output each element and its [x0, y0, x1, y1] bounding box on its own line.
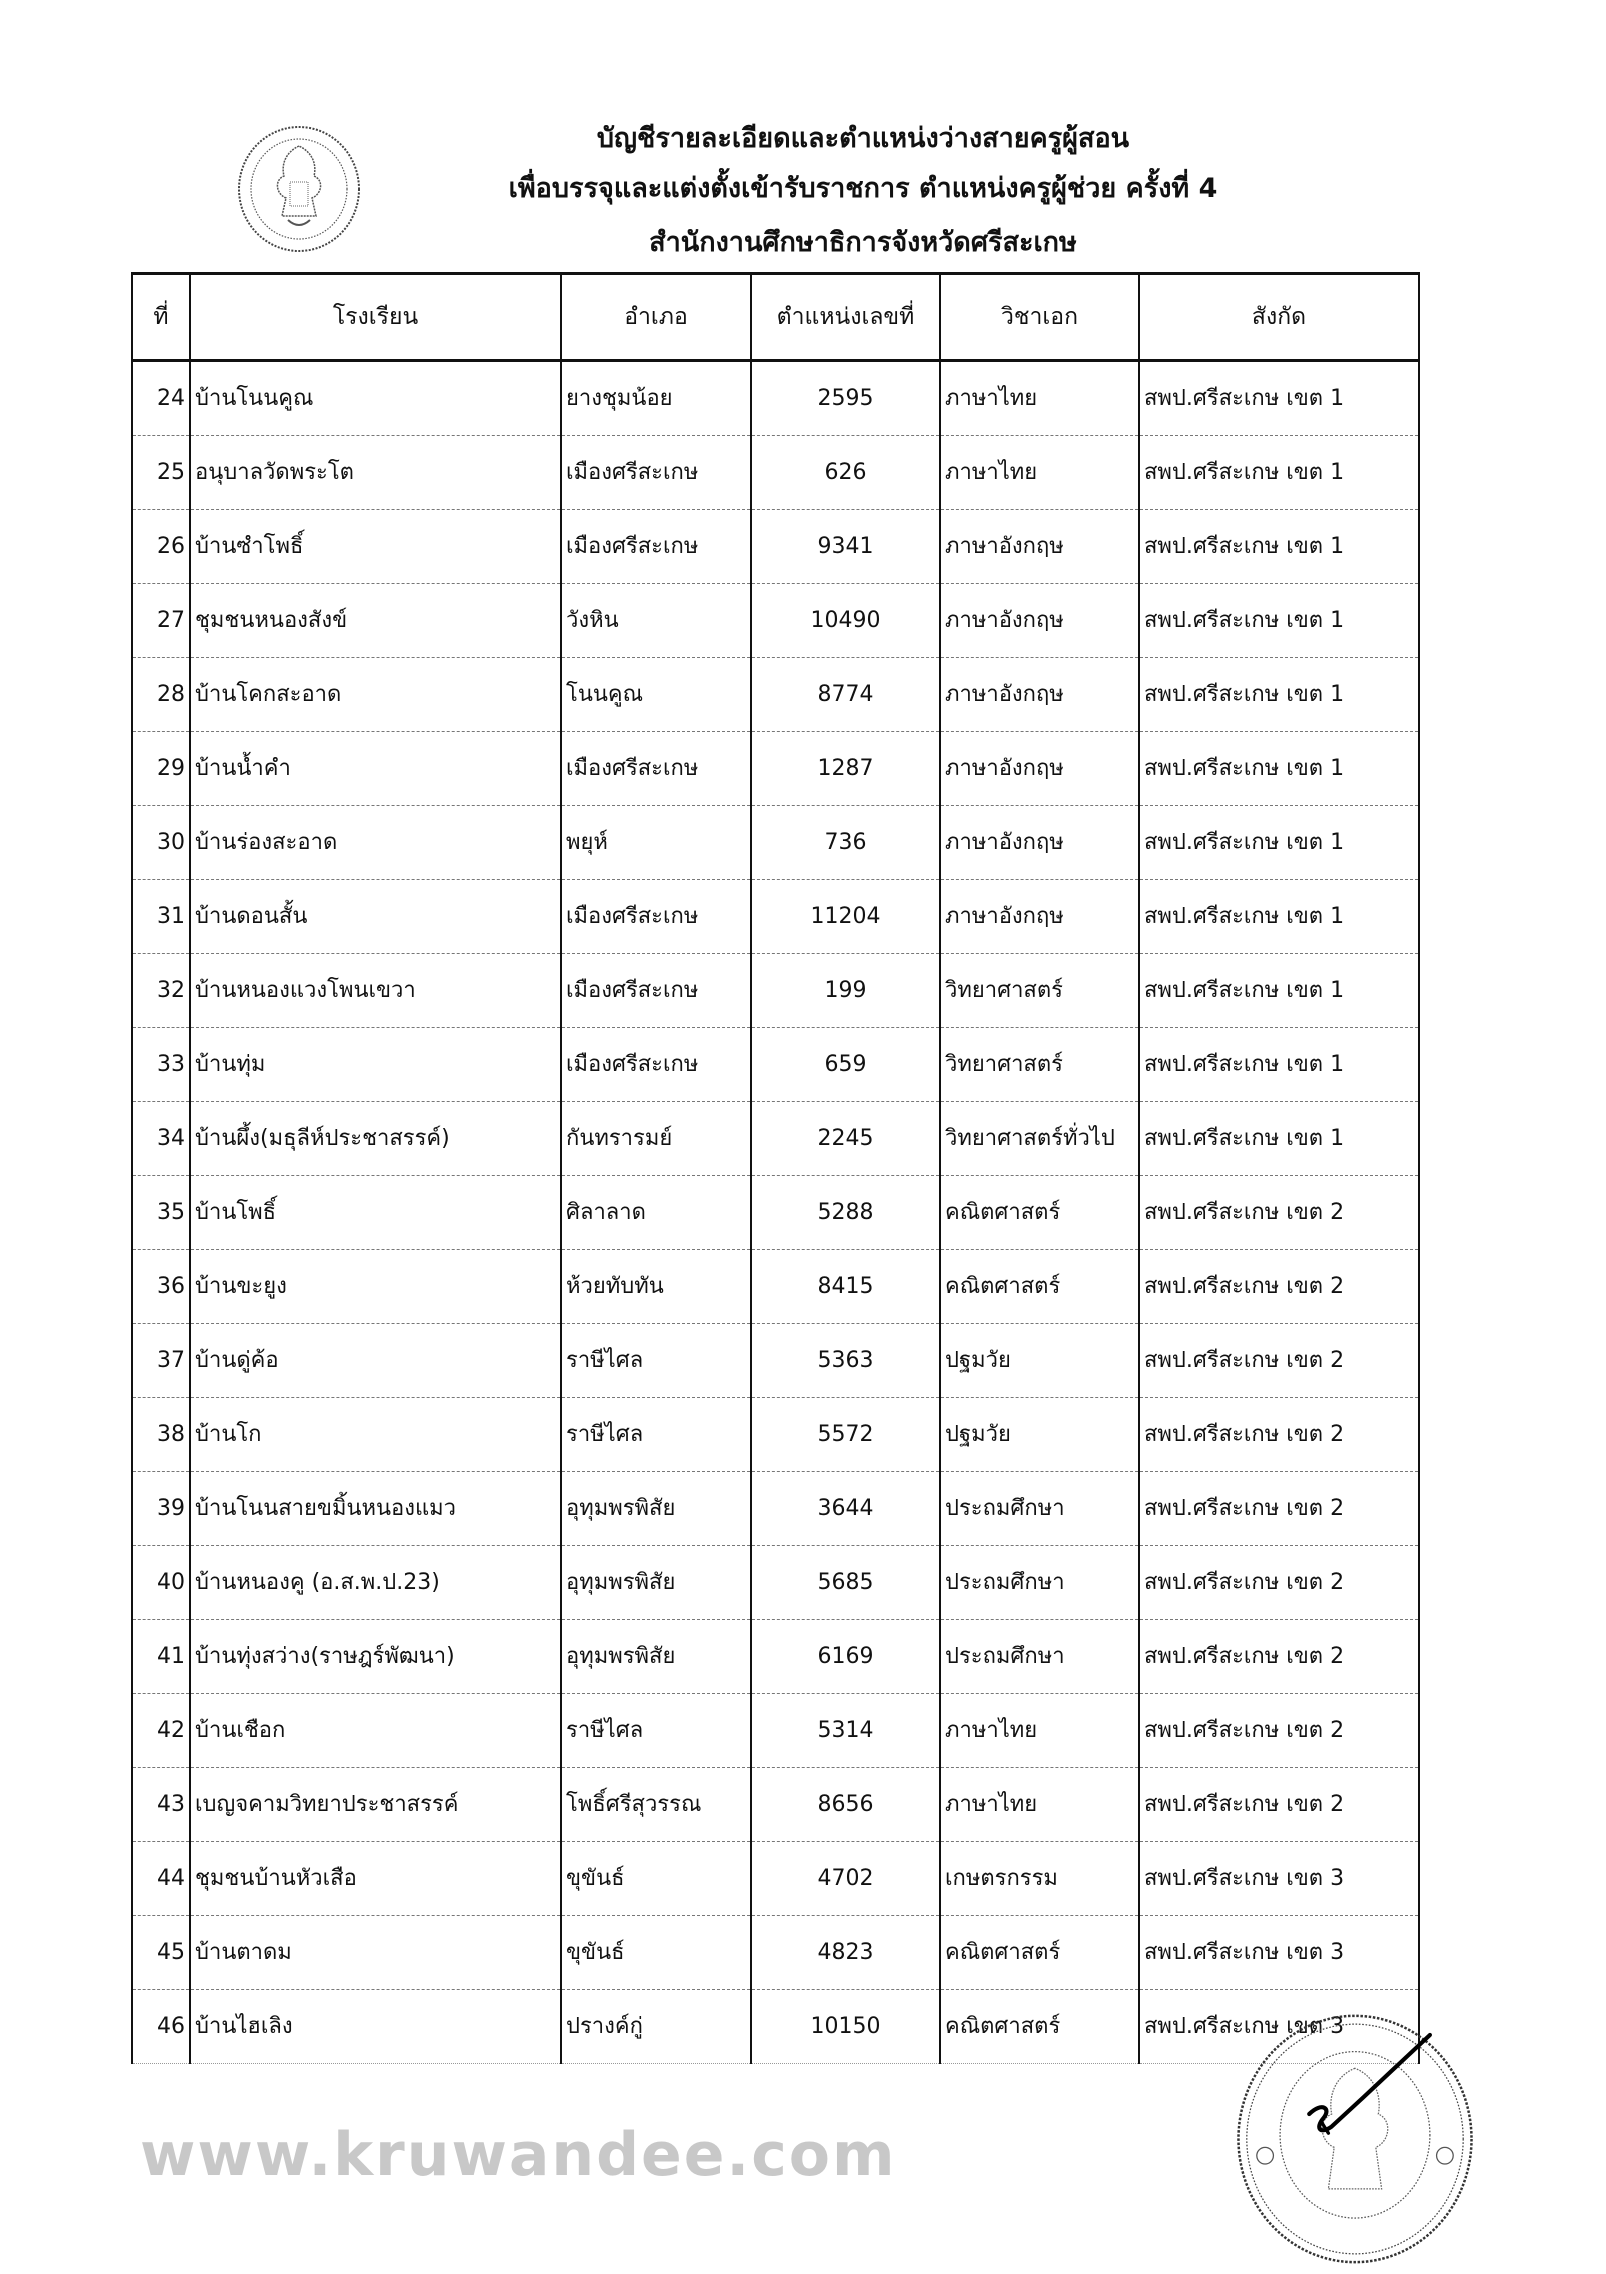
cell-district: อุทุมพรพิสัย	[561, 1546, 751, 1620]
cell-district: โพธิ์ศรีสุวรรณ	[561, 1768, 751, 1842]
official-stamp-icon	[1230, 2010, 1480, 2268]
cell-affiliation: สพป.ศรีสะเกษ เขต 2	[1139, 1472, 1419, 1546]
cell-district: กันทรารมย์	[561, 1102, 751, 1176]
table-row	[132, 1324, 1419, 1398]
cell-district: ปรางค์กู่	[561, 1990, 751, 2064]
cell-school-name: บ้านผึ้ง(มธุลีห์ประชาสรรค์)	[190, 1102, 561, 1176]
cell-district: เมืองศรีสะเกษ	[561, 510, 751, 584]
cell-school-name: บ้านเชือก	[190, 1694, 561, 1768]
cell-row-no: 41	[132, 1620, 190, 1694]
cell-row-no: 35	[132, 1176, 190, 1250]
cell-major-subject: คณิตศาสตร์	[940, 1916, 1139, 1990]
cell-major-subject: ประถมศึกษา	[940, 1546, 1139, 1620]
cell-row-no: 25	[132, 436, 190, 510]
table-row	[132, 1694, 1419, 1768]
column-header-affiliation: สังกัด	[1139, 274, 1419, 361]
cell-affiliation: สพป.ศรีสะเกษ เขต 1	[1139, 510, 1419, 584]
cell-position-number: 6169	[751, 1620, 940, 1694]
cell-affiliation: สพป.ศรีสะเกษ เขต 2	[1139, 1768, 1419, 1842]
cell-district: เมืองศรีสะเกษ	[561, 880, 751, 954]
cell-affiliation: สพป.ศรีสะเกษ เขต 2	[1139, 1324, 1419, 1398]
cell-district: ขุขันธ์	[561, 1842, 751, 1916]
cell-school-name: บ้านหนองคู (อ.ส.พ.ป.23)	[190, 1546, 561, 1620]
table-row	[132, 1102, 1419, 1176]
cell-district: ราษีไศล	[561, 1324, 751, 1398]
cell-affiliation: สพป.ศรีสะเกษ เขต 1	[1139, 806, 1419, 880]
cell-district: วังหิน	[561, 584, 751, 658]
cell-major-subject: ภาษาไทย	[940, 1694, 1139, 1768]
document-title-line1: บัญชีรายละเอียดและตำแหน่งว่างสายครูผู้สอน	[596, 123, 1130, 154]
cell-district: ห้วยทับทัน	[561, 1250, 751, 1324]
office-seal-logo-icon	[236, 124, 362, 254]
cell-position-number: 659	[751, 1028, 940, 1102]
cell-district: เมืองศรีสะเกษ	[561, 732, 751, 806]
cell-school-name: บ้านตาดม	[190, 1916, 561, 1990]
cell-affiliation: สพป.ศรีสะเกษ เขต 1	[1139, 954, 1419, 1028]
cell-school-name: บ้านโพธิ์	[190, 1176, 561, 1250]
cell-school-name: บ้านโคกสะอาด	[190, 658, 561, 732]
cell-major-subject: ปฐมวัย	[940, 1398, 1139, 1472]
cell-school-name: บ้านซำโพธิ์	[190, 510, 561, 584]
cell-row-no: 24	[132, 361, 190, 436]
cell-district: พยุห์	[561, 806, 751, 880]
cell-row-no: 42	[132, 1694, 190, 1768]
cell-major-subject: ภาษาไทย	[940, 1768, 1139, 1842]
table-row	[132, 1768, 1419, 1842]
table-row	[132, 732, 1419, 806]
cell-school-name: บ้านทุ่ม	[190, 1028, 561, 1102]
cell-major-subject: คณิตศาสตร์	[940, 1176, 1139, 1250]
vacancy-table	[131, 272, 1420, 2064]
cell-row-no: 31	[132, 880, 190, 954]
cell-row-no: 34	[132, 1102, 190, 1176]
column-header-major: วิชาเอก	[940, 274, 1139, 361]
column-header-no: ที่	[132, 274, 190, 361]
table-header-row	[132, 274, 1419, 361]
cell-district: ราษีไศล	[561, 1398, 751, 1472]
table-row	[132, 436, 1419, 510]
cell-major-subject: ภาษาอังกฤษ	[940, 732, 1139, 806]
cell-position-number: 8415	[751, 1250, 940, 1324]
cell-school-name: บ้านโนนคูณ	[190, 361, 561, 436]
cell-row-no: 27	[132, 584, 190, 658]
cell-row-no: 28	[132, 658, 190, 732]
cell-row-no: 32	[132, 954, 190, 1028]
cell-affiliation: สพป.ศรีสะเกษ เขต 1	[1139, 732, 1419, 806]
cell-affiliation: สพป.ศรีสะเกษ เขต 2	[1139, 1398, 1419, 1472]
cell-affiliation: สพป.ศรีสะเกษ เขต 1	[1139, 584, 1419, 658]
table-row	[132, 1176, 1419, 1250]
cell-affiliation: สพป.ศรีสะเกษ เขต 1	[1139, 361, 1419, 436]
cell-position-number: 10490	[751, 584, 940, 658]
cell-district: ศิลาลาด	[561, 1176, 751, 1250]
cell-district: เมืองศรีสะเกษ	[561, 436, 751, 510]
cell-school-name: อนุบาลวัดพระโต	[190, 436, 561, 510]
cell-school-name: บ้านหนองแวงโพนเขวา	[190, 954, 561, 1028]
cell-row-no: 40	[132, 1546, 190, 1620]
cell-position-number: 11204	[751, 880, 940, 954]
cell-major-subject: ภาษาไทย	[940, 361, 1139, 436]
cell-row-no: 26	[132, 510, 190, 584]
cell-major-subject: เกษตรกรรม	[940, 1842, 1139, 1916]
cell-affiliation: สพป.ศรีสะเกษ เขต 3	[1139, 1842, 1419, 1916]
cell-row-no: 38	[132, 1398, 190, 1472]
cell-position-number: 5288	[751, 1176, 940, 1250]
cell-affiliation: สพป.ศรีสะเกษ เขต 2	[1139, 1694, 1419, 1768]
table-row	[132, 880, 1419, 954]
column-header-position-no: ตำแหน่งเลขที่	[751, 274, 940, 361]
cell-school-name: เบญจคามวิทยาประชาสรรค์	[190, 1768, 561, 1842]
cell-affiliation: สพป.ศรีสะเกษ เขต 1	[1139, 658, 1419, 732]
cell-row-no: 39	[132, 1472, 190, 1546]
watermark: www.kruwandee.com	[140, 2120, 897, 2190]
table-row	[132, 1250, 1419, 1324]
cell-major-subject: คณิตศาสตร์	[940, 1250, 1139, 1324]
table-row	[132, 658, 1419, 732]
table-row	[132, 1028, 1419, 1102]
cell-position-number: 2245	[751, 1102, 940, 1176]
cell-position-number: 8774	[751, 658, 940, 732]
cell-position-number: 4702	[751, 1842, 940, 1916]
cell-school-name: บ้านทุ่งสว่าง(ราษฎร์พัฒนา)	[190, 1620, 561, 1694]
cell-major-subject: วิทยาศาสตร์	[940, 1028, 1139, 1102]
document-title-line2: เพื่อบรรจุและแต่งตั้งเข้ารับราชการ ตำแหน่งครูผู้ช่วย ครั้งที่ 4	[508, 173, 1218, 204]
cell-affiliation: สพป.ศรีสะเกษ เขต 1	[1139, 1102, 1419, 1176]
table-row	[132, 1546, 1419, 1620]
cell-school-name: บ้านขะยูง	[190, 1250, 561, 1324]
table-row	[132, 954, 1419, 1028]
table-row	[132, 510, 1419, 584]
cell-position-number: 9341	[751, 510, 940, 584]
cell-position-number: 4823	[751, 1916, 940, 1990]
cell-major-subject: ประถมศึกษา	[940, 1472, 1139, 1546]
cell-school-name: บ้านโก	[190, 1398, 561, 1472]
cell-major-subject: วิทยาศาสตร์ทั่วไป	[940, 1102, 1139, 1176]
cell-school-name: ชุมชนหนองสังข์	[190, 584, 561, 658]
signature-mark	[1309, 2035, 1430, 2130]
cell-school-name: บ้านไฮเลิง	[190, 1990, 561, 2064]
cell-district: เมืองศรีสะเกษ	[561, 954, 751, 1028]
cell-district: เมืองศรีสะเกษ	[561, 1028, 751, 1102]
cell-district: ราษีไศล	[561, 1694, 751, 1768]
cell-major-subject: ปฐมวัย	[940, 1324, 1139, 1398]
cell-position-number: 736	[751, 806, 940, 880]
cell-district: โนนคูณ	[561, 658, 751, 732]
cell-affiliation: สพป.ศรีสะเกษ เขต 2	[1139, 1250, 1419, 1324]
cell-affiliation: สพป.ศรีสะเกษ เขต 2	[1139, 1546, 1419, 1620]
cell-position-number: 626	[751, 436, 940, 510]
cell-position-number: 8656	[751, 1768, 940, 1842]
cell-position-number: 3644	[751, 1472, 940, 1546]
cell-row-no: 36	[132, 1250, 190, 1324]
column-header-school: โรงเรียน	[190, 274, 561, 361]
table-row	[132, 1620, 1419, 1694]
cell-position-number: 10150	[751, 1990, 940, 2064]
table-row	[132, 1472, 1419, 1546]
cell-row-no: 33	[132, 1028, 190, 1102]
cell-major-subject: คณิตศาสตร์	[940, 1990, 1139, 2064]
cell-school-name: บ้านดู่ค้อ	[190, 1324, 561, 1398]
cell-position-number: 199	[751, 954, 940, 1028]
cell-row-no: 43	[132, 1768, 190, 1842]
cell-affiliation: สพป.ศรีสะเกษ เขต 2	[1139, 1176, 1419, 1250]
cell-district: อุทุมพรพิสัย	[561, 1620, 751, 1694]
cell-position-number: 2595	[751, 361, 940, 436]
cell-affiliation: สพป.ศรีสะเกษ เขต 1	[1139, 436, 1419, 510]
cell-affiliation: สพป.ศรีสะเกษ เขต 2	[1139, 1620, 1419, 1694]
cell-major-subject: ภาษาไทย	[940, 436, 1139, 510]
column-header-district: อำเภอ	[561, 274, 751, 361]
cell-school-name: บ้านดอนสั้น	[190, 880, 561, 954]
cell-position-number: 5572	[751, 1398, 940, 1472]
cell-major-subject: ประถมศึกษา	[940, 1620, 1139, 1694]
cell-position-number: 1287	[751, 732, 940, 806]
cell-row-no: 44	[132, 1842, 190, 1916]
cell-school-name: ชุมชนบ้านหัวเสือ	[190, 1842, 561, 1916]
cell-affiliation: สพป.ศรีสะเกษ เขต 1	[1139, 1028, 1419, 1102]
cell-major-subject: ภาษาอังกฤษ	[940, 806, 1139, 880]
cell-row-no: 46	[132, 1990, 190, 2064]
cell-school-name: บ้านร่องสะอาด	[190, 806, 561, 880]
table-row	[132, 1916, 1419, 1990]
cell-district: ยางชุมน้อย	[561, 361, 751, 436]
table-row	[132, 1398, 1419, 1472]
cell-affiliation: สพป.ศรีสะเกษ เขต 3	[1139, 1990, 1419, 2064]
table-row	[132, 361, 1419, 436]
cell-district: อุทุมพรพิสัย	[561, 1472, 751, 1546]
cell-position-number: 5363	[751, 1324, 940, 1398]
table-row	[132, 1842, 1419, 1916]
table-row	[132, 584, 1419, 658]
cell-row-no: 30	[132, 806, 190, 880]
cell-major-subject: วิทยาศาสตร์	[940, 954, 1139, 1028]
cell-row-no: 29	[132, 732, 190, 806]
cell-affiliation: สพป.ศรีสะเกษ เขต 1	[1139, 880, 1419, 954]
cell-row-no: 37	[132, 1324, 190, 1398]
document-title-line3: สำนักงานศึกษาธิการจังหวัดศรีสะเกษ	[649, 227, 1077, 258]
cell-position-number: 5685	[751, 1546, 940, 1620]
cell-district: ขุขันธ์	[561, 1916, 751, 1990]
cell-school-name: บ้านโนนสายขมิ้นหนองแมว	[190, 1472, 561, 1546]
cell-major-subject: ภาษาอังกฤษ	[940, 880, 1139, 954]
cell-row-no: 45	[132, 1916, 190, 1990]
cell-major-subject: ภาษาอังกฤษ	[940, 584, 1139, 658]
table-row	[132, 806, 1419, 880]
cell-affiliation: สพป.ศรีสะเกษ เขต 3	[1139, 1916, 1419, 1990]
cell-school-name: บ้านน้ำคำ	[190, 732, 561, 806]
cell-major-subject: ภาษาอังกฤษ	[940, 658, 1139, 732]
cell-position-number: 5314	[751, 1694, 940, 1768]
cell-major-subject: ภาษาอังกฤษ	[940, 510, 1139, 584]
table-row	[132, 1990, 1419, 2064]
